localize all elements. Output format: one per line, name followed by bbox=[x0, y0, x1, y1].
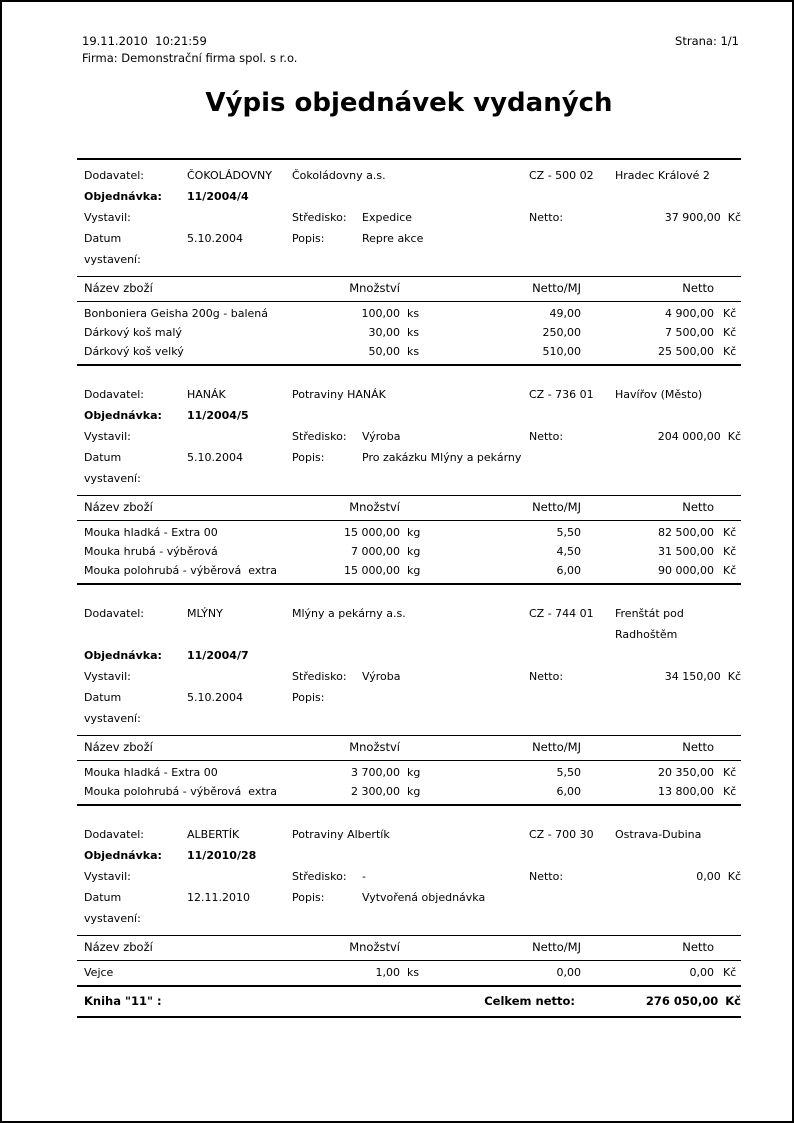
item-netto: 13 800,00 bbox=[658, 785, 714, 798]
currency-label: Kč bbox=[725, 994, 741, 1008]
item-currency: Kč bbox=[723, 766, 737, 779]
item-rows bbox=[77, 761, 741, 806]
supplier-zip: CZ - 736 01 bbox=[529, 388, 594, 401]
item-netto: 90 000,00 bbox=[658, 564, 714, 577]
order-info bbox=[77, 160, 741, 276]
issue-date-row bbox=[77, 447, 741, 489]
item-netto: 82 500,00 bbox=[658, 526, 714, 539]
header-netto-per-unit: Netto/MJ bbox=[532, 281, 581, 295]
total-netto-label: Celkem netto: bbox=[484, 994, 575, 1008]
issue-date-value: 5.10.2004 bbox=[187, 232, 243, 245]
item-netto-per-unit: 5,50 bbox=[556, 526, 581, 539]
item-unit: kg bbox=[407, 564, 421, 577]
order-number: 11/2004/7 bbox=[187, 649, 249, 662]
company-line: Firma: Demonstrační firma spol. s r.o. bbox=[82, 51, 298, 65]
orders-section bbox=[77, 158, 741, 1018]
item-unit: ks bbox=[407, 307, 420, 320]
item-quantity: 1,00 bbox=[375, 966, 400, 979]
item-unit: ks bbox=[407, 966, 420, 979]
header-currency-spacer bbox=[714, 940, 741, 955]
order-number-row bbox=[77, 845, 741, 866]
item-unit: kg bbox=[407, 526, 421, 539]
item-netto-per-unit: 6,00 bbox=[556, 785, 581, 798]
department-value: Výroba bbox=[362, 430, 401, 443]
item-rows bbox=[77, 961, 741, 987]
order-netto-amount: 0,00 bbox=[696, 870, 721, 883]
supplier-name: Čokoládovny a.s. bbox=[292, 169, 386, 182]
currency-label: Kč bbox=[727, 670, 741, 683]
report-title: Výpis objednávek vydaných bbox=[205, 88, 613, 118]
department-value: Výroba bbox=[362, 670, 401, 683]
supplier-code: MLÝNY bbox=[187, 607, 223, 620]
header-item-name: Název zboží bbox=[84, 940, 153, 954]
header-netto: Netto bbox=[682, 740, 714, 754]
item-netto-per-unit: 250,00 bbox=[542, 326, 581, 339]
header-item-name: Název zboží bbox=[84, 281, 153, 295]
header-quantity: Množství bbox=[349, 500, 400, 514]
item-row bbox=[77, 782, 741, 801]
item-currency: Kč bbox=[723, 307, 737, 320]
order-number-row bbox=[77, 645, 741, 666]
item-row bbox=[77, 323, 741, 342]
item-netto: 31 500,00 bbox=[658, 545, 714, 558]
supplier-name: Potraviny HANÁK bbox=[292, 388, 386, 401]
supplier-row bbox=[77, 165, 741, 186]
supplier-name: Mlýny a pekárny a.s. bbox=[292, 607, 406, 620]
item-quantity: 100,00 bbox=[361, 307, 400, 320]
supplier-zip: CZ - 744 01 bbox=[529, 607, 594, 620]
order-label: Objednávka: bbox=[84, 190, 162, 203]
orders-list bbox=[77, 160, 741, 987]
item-name: Bonboniera Geisha 200g - balená bbox=[84, 307, 269, 320]
issue-date-label: Datum vystavení: bbox=[84, 232, 141, 266]
description-label: Popis: bbox=[292, 451, 325, 464]
item-name: Dárkový koš malý bbox=[84, 326, 182, 339]
item-quantity: 30,00 bbox=[368, 326, 400, 339]
item-row bbox=[77, 763, 741, 782]
order-block bbox=[77, 819, 741, 987]
issued-by-label: Vystavil: bbox=[84, 430, 131, 443]
supplier-zip: CZ - 700 30 bbox=[529, 828, 594, 841]
description-value: Vytvořená objednávka bbox=[362, 891, 486, 904]
issue-date-label: Datum vystavení: bbox=[84, 451, 141, 485]
issue-date-value: 5.10.2004 bbox=[187, 451, 243, 464]
supplier-city: Havířov (Město) bbox=[615, 388, 703, 401]
book-label: Kniha "11" : bbox=[84, 994, 162, 1008]
issued-by-row bbox=[77, 207, 741, 228]
order-number: 11/2004/4 bbox=[187, 190, 249, 203]
report-meta-row bbox=[77, 34, 741, 48]
header-quantity: Množství bbox=[349, 281, 400, 295]
netto-label: Netto: bbox=[529, 870, 564, 883]
header-quantity: Množství bbox=[349, 940, 400, 954]
order-netto bbox=[615, 866, 741, 887]
item-row bbox=[77, 542, 741, 561]
supplier-city: Ostrava-Dubina bbox=[615, 828, 702, 841]
item-currency: Kč bbox=[723, 966, 737, 979]
book-summary-row bbox=[77, 987, 741, 1018]
item-table-header bbox=[77, 495, 741, 521]
supplier-label: Dodavatel: bbox=[84, 828, 145, 841]
item-row bbox=[77, 963, 741, 982]
item-rows bbox=[77, 521, 741, 585]
item-table-header bbox=[77, 735, 741, 761]
item-quantity: 7 000,00 bbox=[351, 545, 400, 558]
item-netto-per-unit: 5,50 bbox=[556, 766, 581, 779]
department-value: Expedice bbox=[362, 211, 413, 224]
item-name: Vejce bbox=[84, 966, 114, 979]
issue-date-row bbox=[77, 687, 741, 729]
header-netto-per-unit: Netto/MJ bbox=[532, 500, 581, 514]
header-unit-spacer bbox=[400, 500, 442, 515]
order-info bbox=[77, 819, 741, 935]
item-currency: Kč bbox=[723, 326, 737, 339]
item-row bbox=[77, 304, 741, 323]
report-datetime: 19.11.2010 10:21:59 bbox=[82, 34, 207, 48]
issued-by-row bbox=[77, 426, 741, 447]
description-label: Popis: bbox=[292, 891, 325, 904]
item-currency: Kč bbox=[723, 785, 737, 798]
page-number: Strana: 1/1 bbox=[675, 34, 739, 48]
order-number-row bbox=[77, 405, 741, 426]
item-unit: ks bbox=[407, 326, 420, 339]
header-netto: Netto bbox=[682, 281, 714, 295]
item-netto-per-unit: 0,00 bbox=[556, 966, 581, 979]
item-unit: ks bbox=[407, 345, 420, 358]
item-name: Dárkový koš velký bbox=[84, 345, 184, 358]
supplier-row bbox=[77, 603, 741, 645]
netto-label: Netto: bbox=[529, 430, 564, 443]
header-netto: Netto bbox=[682, 500, 714, 514]
item-quantity: 15 000,00 bbox=[344, 526, 400, 539]
department-label: Středisko: bbox=[292, 870, 347, 883]
item-netto-per-unit: 4,50 bbox=[556, 545, 581, 558]
item-currency: Kč bbox=[723, 345, 737, 358]
issue-date-value: 5.10.2004 bbox=[187, 691, 243, 704]
total-netto-value bbox=[575, 993, 741, 1009]
item-unit: kg bbox=[407, 766, 421, 779]
order-block bbox=[77, 379, 741, 585]
order-info bbox=[77, 379, 741, 495]
issue-date-value: 12.11.2010 bbox=[187, 891, 250, 904]
description-label: Popis: bbox=[292, 691, 325, 704]
supplier-label: Dodavatel: bbox=[84, 388, 145, 401]
order-label: Objednávka: bbox=[84, 649, 162, 662]
header-currency-spacer bbox=[714, 740, 741, 755]
item-quantity: 15 000,00 bbox=[344, 564, 400, 577]
item-name: Mouka hladká - Extra 00 bbox=[84, 766, 218, 779]
header-unit-spacer bbox=[400, 281, 442, 296]
item-name: Mouka hladká - Extra 00 bbox=[84, 526, 218, 539]
department-label: Středisko: bbox=[292, 670, 347, 683]
department-value: - bbox=[362, 870, 366, 883]
item-table-header bbox=[77, 935, 741, 961]
item-name: Mouka polohrubá - výběrová extra bbox=[84, 785, 277, 798]
item-netto-per-unit: 49,00 bbox=[549, 307, 581, 320]
supplier-code: HANÁK bbox=[187, 388, 226, 401]
currency-label: Kč bbox=[727, 211, 741, 224]
report-content bbox=[77, 2, 741, 1018]
order-label: Objednávka: bbox=[84, 409, 162, 422]
item-netto: 7 500,00 bbox=[665, 326, 714, 339]
header-quantity: Množství bbox=[349, 740, 400, 754]
header-unit-spacer bbox=[400, 940, 442, 955]
item-quantity: 50,00 bbox=[368, 345, 400, 358]
order-block bbox=[77, 598, 741, 806]
supplier-row bbox=[77, 824, 741, 845]
item-netto-per-unit: 6,00 bbox=[556, 564, 581, 577]
description-value: Pro zakázku Mlýny a pekárny bbox=[362, 451, 522, 464]
issued-by-row bbox=[77, 866, 741, 887]
order-netto bbox=[615, 666, 741, 687]
currency-label: Kč bbox=[727, 870, 741, 883]
header-unit-spacer bbox=[400, 740, 442, 755]
item-netto: 25 500,00 bbox=[658, 345, 714, 358]
item-currency: Kč bbox=[723, 545, 737, 558]
supplier-label: Dodavatel: bbox=[84, 169, 145, 182]
item-name: Mouka polohrubá - výběrová extra bbox=[84, 564, 277, 577]
description-label: Popis: bbox=[292, 232, 325, 245]
header-netto-per-unit: Netto/MJ bbox=[532, 940, 581, 954]
item-quantity: 2 300,00 bbox=[351, 785, 400, 798]
netto-label: Netto: bbox=[529, 211, 564, 224]
item-row bbox=[77, 523, 741, 542]
netto-label: Netto: bbox=[529, 670, 564, 683]
order-number-row bbox=[77, 186, 741, 207]
header-item-name: Název zboží bbox=[84, 500, 153, 514]
header-netto-per-unit: Netto/MJ bbox=[532, 740, 581, 754]
order-netto-amount: 37 900,00 bbox=[664, 211, 721, 224]
order-label: Objednávka: bbox=[84, 849, 162, 862]
header-netto: Netto bbox=[682, 940, 714, 954]
item-unit: kg bbox=[407, 785, 421, 798]
issued-by-row bbox=[77, 666, 741, 687]
supplier-city: Frenštát pod Radhoštěm bbox=[615, 607, 684, 641]
order-info bbox=[77, 598, 741, 735]
supplier-name: Potraviny Albertík bbox=[292, 828, 390, 841]
supplier-zip: CZ - 500 02 bbox=[529, 169, 594, 182]
department-label: Středisko: bbox=[292, 211, 347, 224]
item-currency: Kč bbox=[723, 526, 737, 539]
supplier-code: ČOKOLÁDOVNY bbox=[187, 169, 272, 182]
supplier-label: Dodavatel: bbox=[84, 607, 145, 620]
item-unit: kg bbox=[407, 545, 421, 558]
issue-date-label: Datum vystavení: bbox=[84, 891, 141, 925]
order-netto-amount: 34 150,00 bbox=[664, 670, 721, 683]
issue-date-label: Datum vystavení: bbox=[84, 691, 141, 725]
order-netto bbox=[615, 426, 741, 447]
item-quantity: 3 700,00 bbox=[351, 766, 400, 779]
order-number: 11/2004/5 bbox=[187, 409, 249, 422]
issue-date-row bbox=[77, 887, 741, 929]
issue-date-row bbox=[77, 228, 741, 270]
item-currency: Kč bbox=[723, 564, 737, 577]
issued-by-label: Vystavil: bbox=[84, 870, 131, 883]
header-currency-spacer bbox=[714, 281, 741, 296]
header-item-name: Název zboží bbox=[84, 740, 153, 754]
issued-by-label: Vystavil: bbox=[84, 211, 131, 224]
issued-by-label: Vystavil: bbox=[84, 670, 131, 683]
item-name: Mouka hrubá - výběrová bbox=[84, 545, 218, 558]
item-row bbox=[77, 342, 741, 361]
currency-label: Kč bbox=[727, 430, 741, 443]
order-number: 11/2010/28 bbox=[187, 849, 257, 862]
header-currency-spacer bbox=[714, 500, 741, 515]
order-netto bbox=[615, 207, 741, 228]
item-netto: 4 900,00 bbox=[665, 307, 714, 320]
item-netto: 0,00 bbox=[689, 966, 714, 979]
item-netto-per-unit: 510,00 bbox=[542, 345, 581, 358]
department-label: Středisko: bbox=[292, 430, 347, 443]
item-netto: 20 350,00 bbox=[658, 766, 714, 779]
item-rows bbox=[77, 302, 741, 366]
supplier-row bbox=[77, 384, 741, 405]
item-table-header bbox=[77, 276, 741, 302]
supplier-city: Hradec Králové 2 bbox=[615, 169, 710, 182]
supplier-code: ALBERTÍK bbox=[187, 828, 240, 841]
total-amount: 276 050,00 bbox=[645, 994, 719, 1008]
description-value: Repre akce bbox=[362, 232, 424, 245]
order-netto-amount: 204 000,00 bbox=[657, 430, 721, 443]
item-row bbox=[77, 561, 741, 580]
order-block bbox=[77, 160, 741, 366]
